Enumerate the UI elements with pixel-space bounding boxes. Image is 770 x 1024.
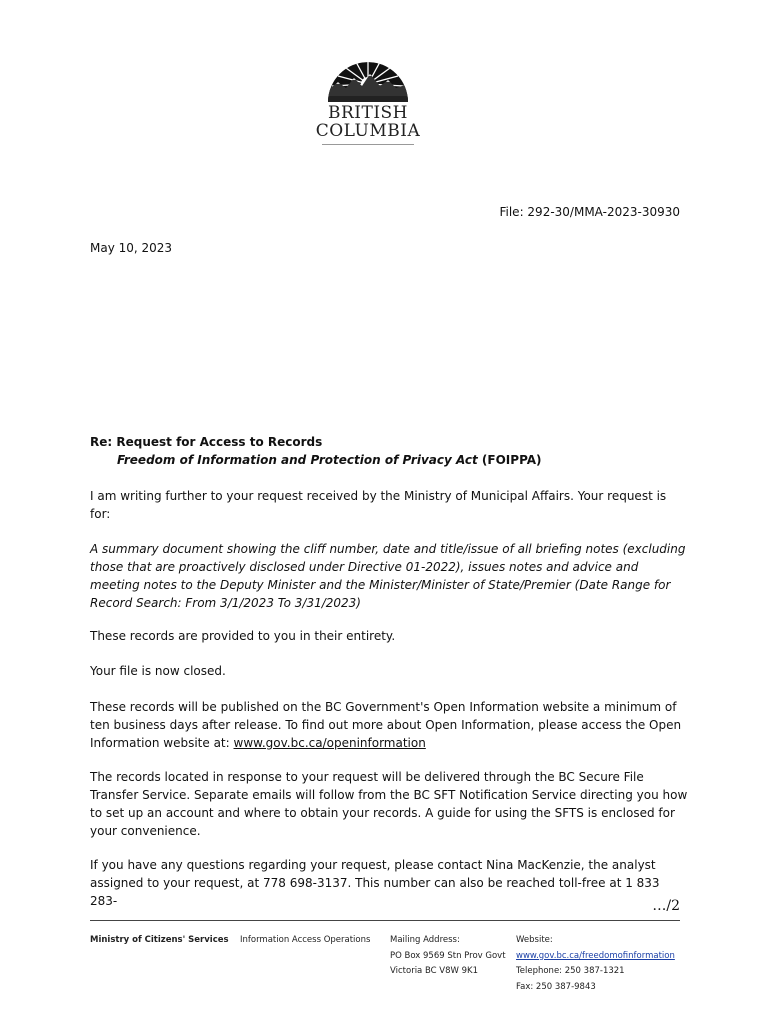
logo-text-british: BRITISH xyxy=(327,103,409,123)
act-name: Freedom of Information and Protection of Privacy Act xyxy=(117,453,478,467)
file-reference: File: 292-30/MMA-2023-30930 xyxy=(499,205,680,219)
bc-logo xyxy=(312,44,424,148)
mailing-address-line1: PO Box 9569 Stn Prov Govt xyxy=(390,950,506,961)
fax-number: Fax: 250 387-9843 xyxy=(516,981,596,992)
footer-contact xyxy=(516,933,675,995)
paragraph-contact-analyst: If you have any questions regarding your request, please contact Nina MacKenzie, the analyst assigned to your request, at 778 698-3137. This number can also be reached toll-free at 1 833 283- xyxy=(90,858,660,908)
subject-act-line xyxy=(90,451,690,469)
office-name: Information Access Operations xyxy=(240,935,371,945)
logo-text-columbia: COLUMBIA xyxy=(315,121,421,141)
ministry-name: Ministry of Citizens' Services xyxy=(90,935,229,945)
website-link[interactable]: www.gov.bc.ca/freedomofinformation xyxy=(516,950,675,961)
footer-divider xyxy=(90,920,680,921)
paragraph-secure-file-transfer: The records located in response to your request will be delivered through the BC Secure File Transfer Service. Separate emails will follow from the BC SFT Notification Service directing you how to set up an account and where to obtain your records. A guide for using the SFTS is enclosed for your convenience. xyxy=(90,770,688,838)
paragraph-request-details: A summary document showing the cliff number, date and title/issue of all briefing notes (excluding those that are proactively disclosed under Directive 01-2022), issues notes and advice and meeting notes to the Deputy Minister and the Minister/Minister of State/Premier (Date Range for Record Search: From 3/1/2023 To 3/31/2023) xyxy=(90,542,686,610)
footer-mailing-address xyxy=(390,933,506,980)
website-label: Website: xyxy=(516,935,553,945)
subject-line: Re: Request for Access to Records xyxy=(90,435,323,449)
letter-date: May 10, 2023 xyxy=(90,241,173,255)
open-information-link[interactable]: www.gov.bc.ca/openinformation xyxy=(233,736,426,750)
mailing-address-label: Mailing Address: xyxy=(390,935,460,945)
paragraph-request-intro: I am writing further to your request received by the Ministry of Municipal Affairs. Your request is for: xyxy=(90,489,667,521)
subject-block xyxy=(90,433,690,469)
paragraph-open-information xyxy=(90,698,690,752)
telephone-number: Telephone: 250 387-1321 xyxy=(516,966,625,976)
mailing-address-line2: Victoria BC V8W 9K1 xyxy=(390,966,479,976)
act-abbreviation: (FOIPPA) xyxy=(477,453,542,467)
bc-sun-mountains-emblem xyxy=(328,44,408,102)
open-information-text: These records will be published on the BC Government's Open Information website a minimum of ten business days after release. To find out more about Open Information, please access the Open Information website at: xyxy=(90,700,682,750)
footer-office xyxy=(240,933,370,949)
page-continuation-marker: …/2 xyxy=(652,898,680,914)
footer-ministry xyxy=(90,933,229,949)
logo-underline xyxy=(322,144,414,145)
paragraph-file-closed: Your file is now closed. xyxy=(90,664,226,678)
paragraph-records-provided: These records are provided to you in their entirety. xyxy=(90,629,396,643)
